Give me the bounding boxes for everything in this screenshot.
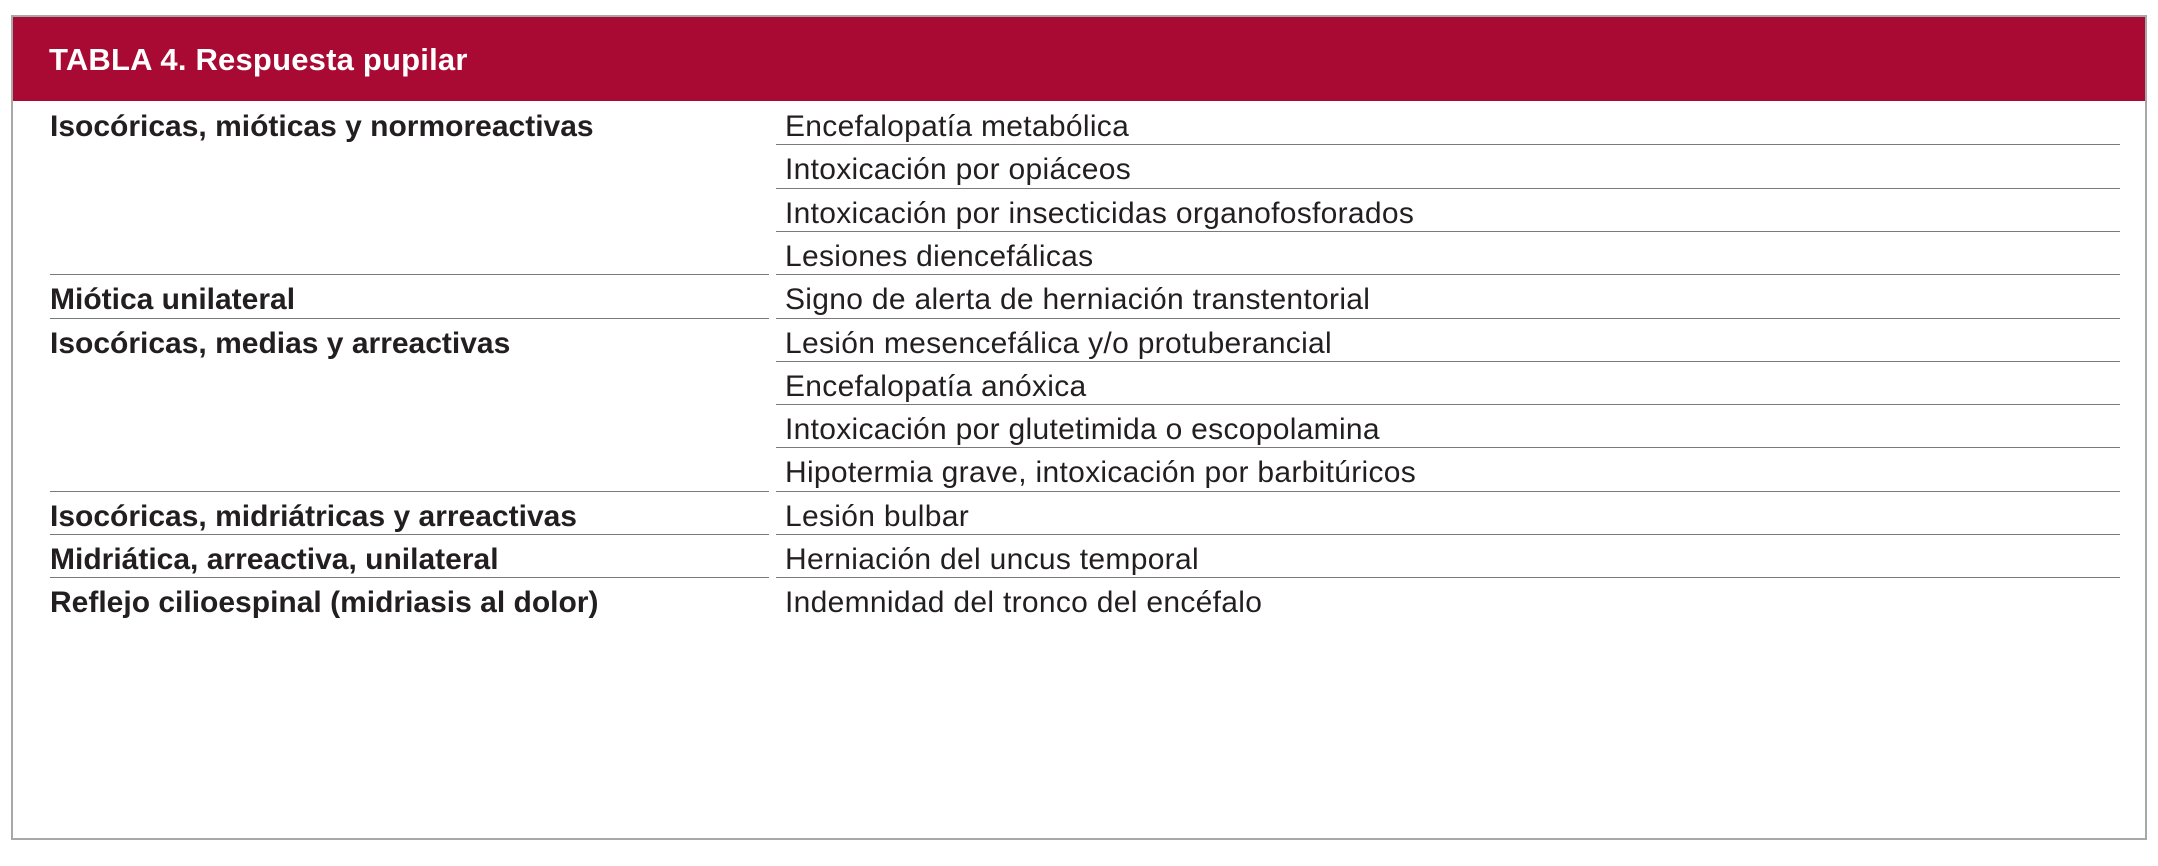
category-label: Miótica unilateral (50, 283, 296, 317)
description-cell: Hipotermia grave, intoxicación por barbitúricos (785, 456, 1417, 490)
description-cell: Intoxicación por insecticidas organofosforados (785, 196, 1415, 230)
category-label: Isocóricas, mióticas y normoreactivas (50, 110, 594, 143)
description-cell: Signo de alerta de herniación transtentorial (785, 283, 1371, 317)
description-cell: Intoxicación por opiáceos (785, 153, 1132, 187)
pupil-response-table (11, 15, 2147, 840)
description-cell: Lesión mesencefálica y/o protuberancial (785, 326, 1333, 360)
description-cell: Lesión bulbar (785, 499, 970, 533)
description-cell: Encefalopatía anóxica (785, 369, 1087, 403)
description-cell: Lesiones diencefálicas (785, 239, 1094, 273)
description-cell: Herniación del uncus temporal (785, 543, 1199, 576)
category-label: Isocóricas, midriátricas y arreactivas (50, 499, 577, 533)
description-cell: Intoxicación por glutetimida o escopolamina (785, 413, 1380, 447)
category-label: Isocóricas, medias y arreactivas (50, 326, 511, 360)
category-label: Midriática, arreactiva, unilateral (50, 543, 499, 576)
description-cell: Indemnidad del tronco del encéfalo (785, 586, 1263, 620)
table-title: TABLA 4. Respuesta pupilar (49, 42, 468, 77)
description-cell: Encefalopatía metabólica (785, 110, 1130, 143)
category-label: Reflejo cilioespinal (midriasis al dolor) (50, 586, 599, 620)
table-header (13, 17, 2145, 101)
